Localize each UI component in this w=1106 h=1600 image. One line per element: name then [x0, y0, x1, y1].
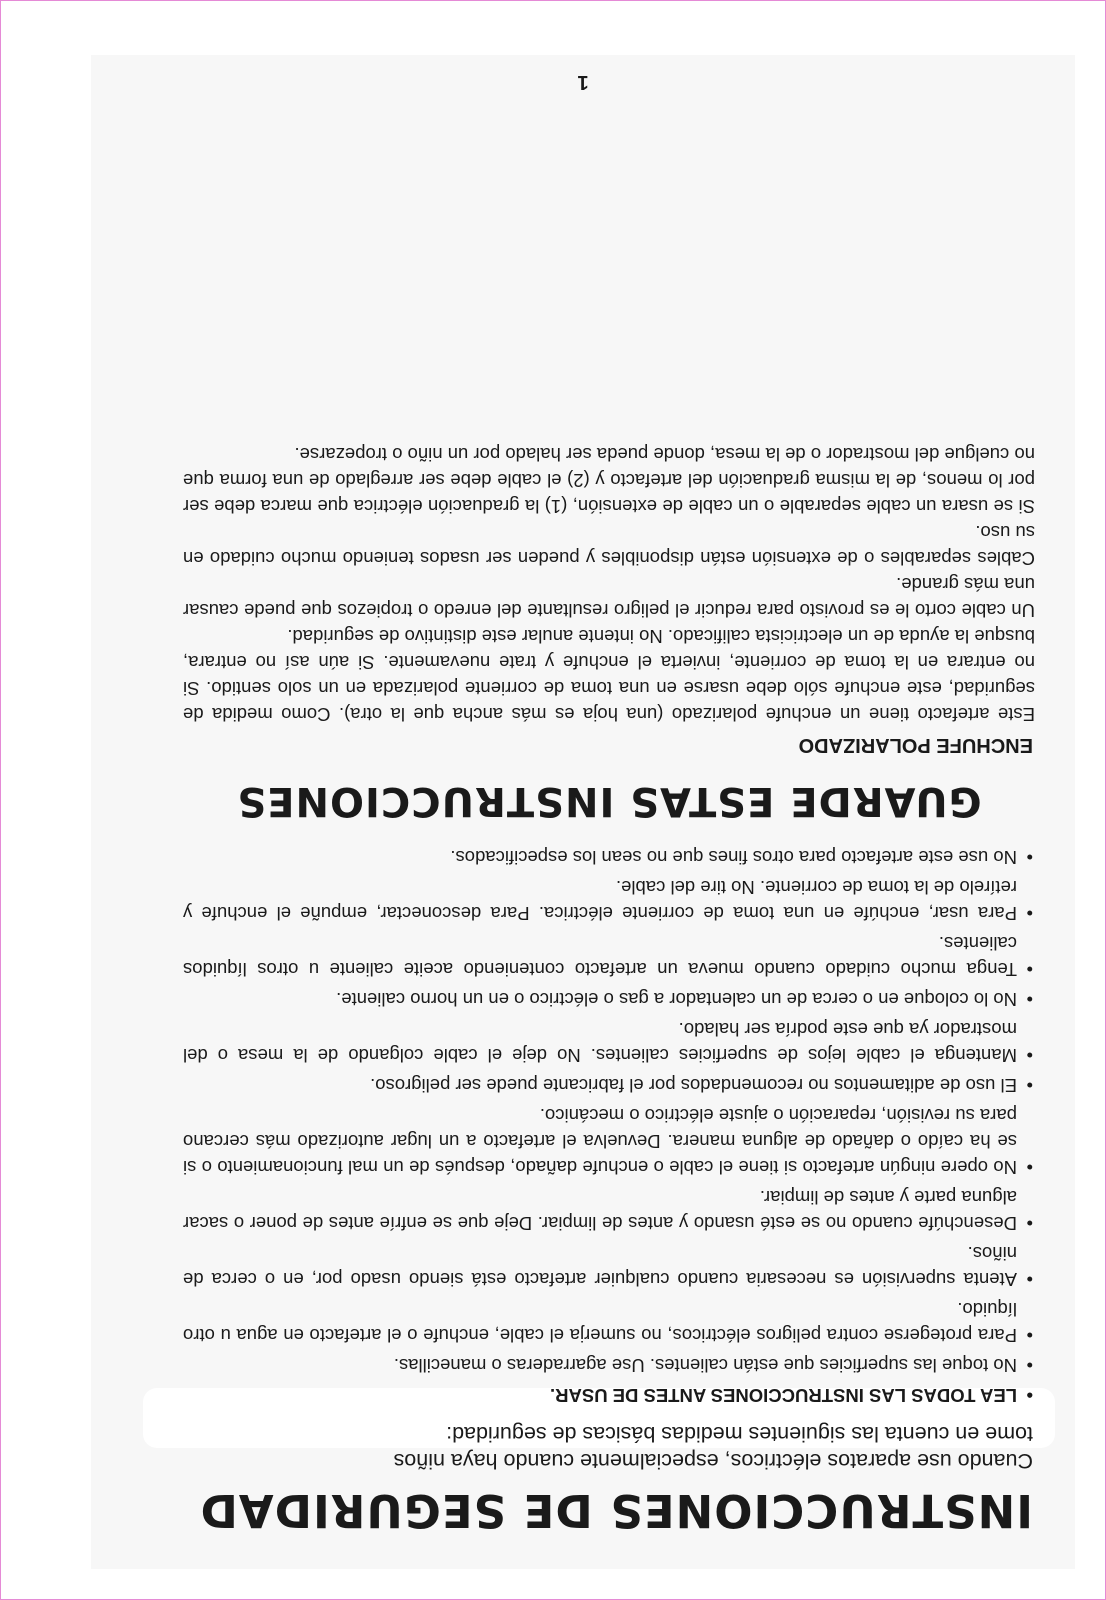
list-item: • LEA TODAS LAS INSTRUCCIONES ANTES DE USAR. [183, 1382, 1035, 1408]
intro-line-2: tome en cuenta las siguientes medidas básicas de seguridad: [446, 1422, 1033, 1446]
list-item: • No use este artefacto para otros fines que no sean los especificados. [183, 844, 1035, 870]
list-item: • Atenta supervisión es necesaria cuando cualquier artefacto está siendo usado por, en o cerca de niños. [183, 1240, 1035, 1292]
safety-title: INSTRUCCIONES DE SEGURIDAD [199, 1484, 1033, 1537]
plug-paragraph: Este artefacto tiene un enchufe polarizado (una hoja es más ancha que la otra). Como medida de seguridad, este enchufe sólo debe usarse en una toma de corriente polarizada en un solo sentido. Si no entrara en la toma de corriente, invierta el enchufe y trate nuevamente. Si aún así no entrara, busque la ayuda de un electricista calificado. No intente anular este distintivo de seguridad. [183, 626, 1035, 725]
list-item: • Mantenga el cable lejos de superficies calientes. No deje el cable colgando de la mesa o del mostrador ya que este podría ser halado. [183, 1016, 1035, 1068]
list-item: • El uso de aditamentos no recomendados por el fabricante puede ser peligroso. [183, 1072, 1035, 1098]
plug-paragraph: Un cable corto le es provisto para reducir el peligro resultante del enredo o tropiezos que puede causar una más grande. [183, 574, 1035, 621]
list-item: • Para protegerse contra peligros eléctricos, no sumerja el cable, enchufe o el artefacto en agua u otro líquido. [183, 1296, 1035, 1348]
page-content [183, 441, 1035, 1537]
polarized-plug-heading: ENCHUFE POLARIZADO [798, 734, 1033, 756]
list-item: • No toque las superficies que están calientes. Use agarraderas o manecillas. [183, 1352, 1035, 1378]
list-item: • Desenchúfe cuando no se esté usando y antes de limpiar. Deje que se enfríe antes de poner o sacar alguna parte y antes de limpiar. [183, 1184, 1035, 1236]
list-item: • No lo coloque en o cerca de un calentador a gas o eléctrico o en un horno caliente. [183, 986, 1035, 1012]
list-item: • Para usar, enchúfe en una toma de corriente eléctrica. Para desconectar, empuñe el enchufe y retírelo de la toma de corriente. No tire del cable. [183, 874, 1035, 926]
page-number: 1 [577, 71, 589, 93]
document-page [91, 55, 1075, 1569]
plug-paragraph: Si se usara un cable separable o un cable de extensión, (1) la graduación eléctrica que marca debe ser por lo menos, de la misma graduación del artefacto y (2) el cable debe ser arreglado de una forma que no cuelgue del mostrador o de la mesa, donde pueda ser halado por un niño o tropezarse. [183, 444, 1035, 517]
intro-line-1: Cuando use aparatos eléctricos, especialmente cuando haya niños [393, 1449, 1033, 1473]
save-instructions-title: GUARDE ESTAS INSTRUCCIONES [236, 778, 982, 824]
intro [183, 1420, 1033, 1474]
list-item: • Tenga mucho cuidado cuando mueva un artefacto conteniendo aceite caliente u otros líquidos calientes. [183, 930, 1035, 982]
safety-list [183, 844, 1035, 1408]
plug-paragraph: Cables separables o de extensión están disponibles y pueden ser usados teniendo mucho cuidado en su uso. [183, 522, 1035, 569]
list-item: • No opere ningún artefacto si tiene el cable o enchufe dañado, después de un mal funcionamiento o si se ha caído o dañado de alguna manera. Devuelva el artefacto a un lugar autorizado más cercano para su revisión, reparación o ajuste eléctrico o mecánico. [183, 1102, 1035, 1180]
